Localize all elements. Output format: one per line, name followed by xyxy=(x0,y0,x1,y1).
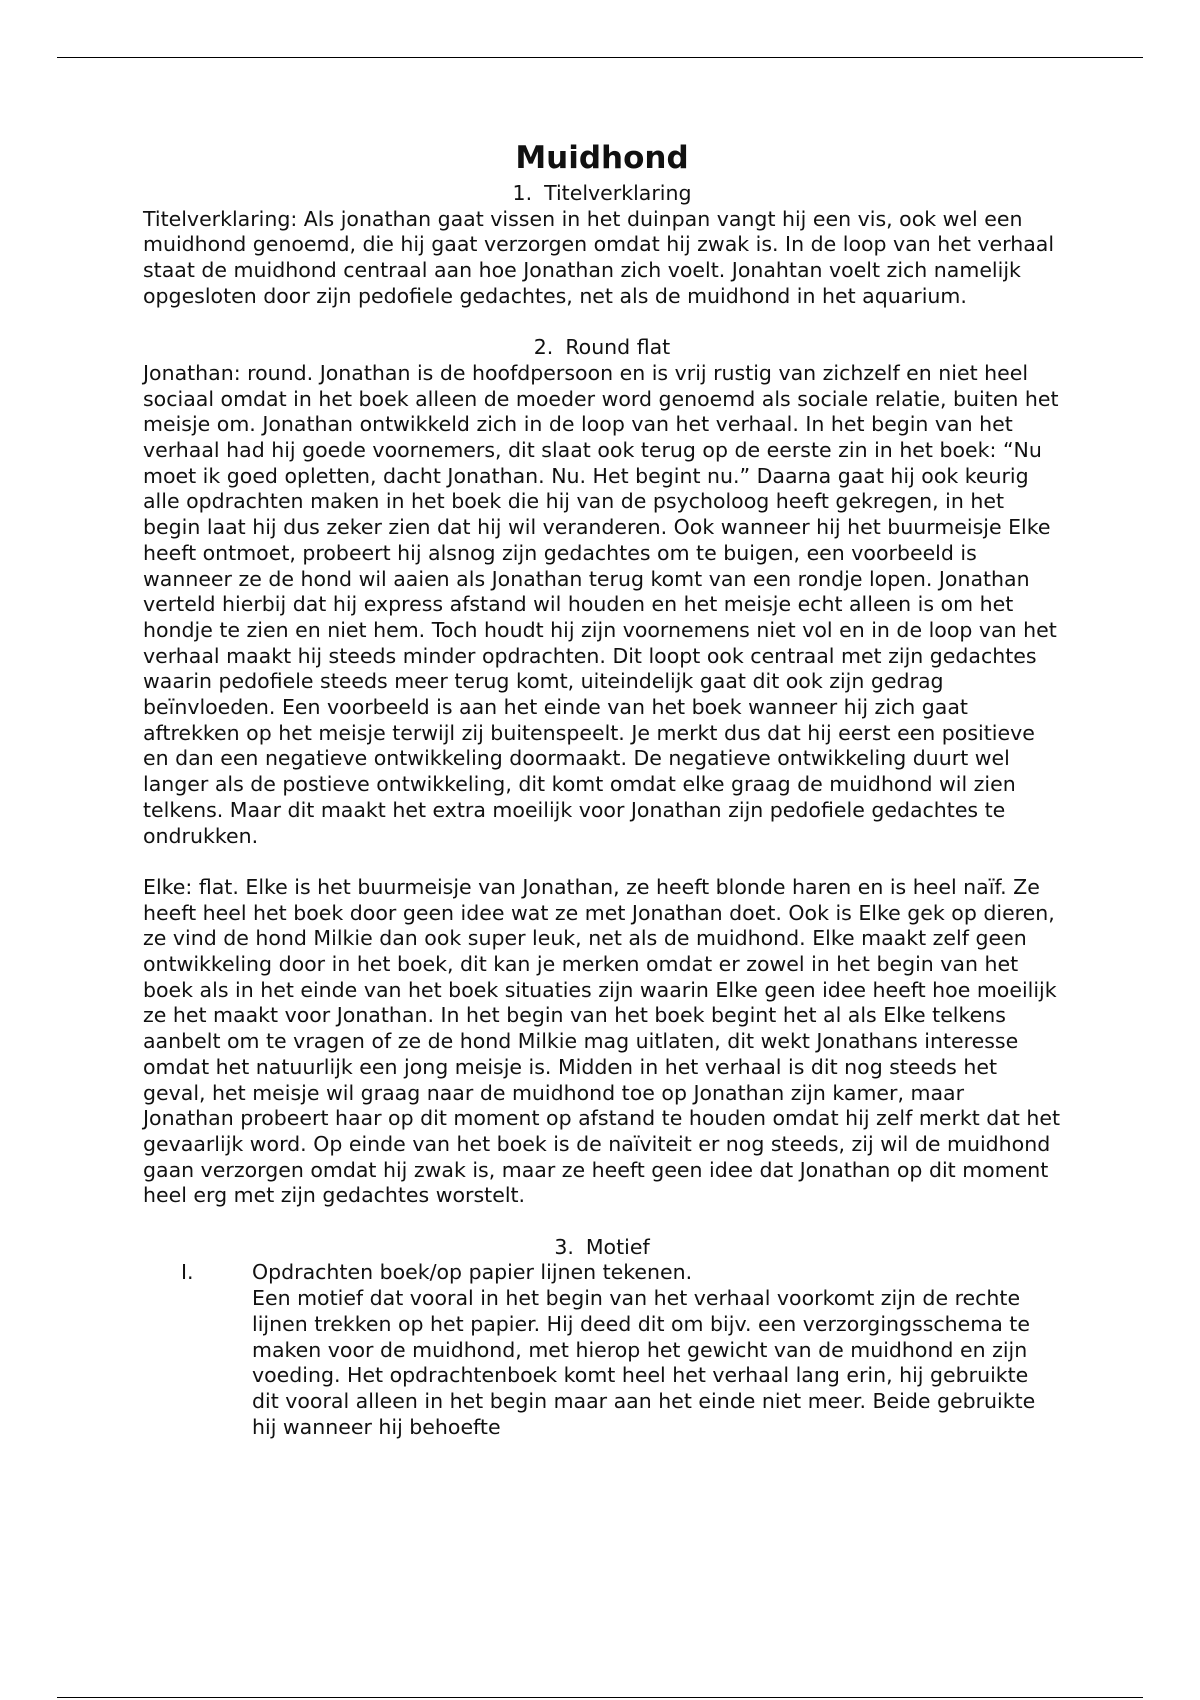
motief-item-text: Een motief dat vooral in het begin van het verhaal voorkomt zijn de rechte lijnen trekken op het papier. Hij deed dit om bijv. een verzorgingsschema te maken voor de muidhond, met hierop het gewicht van de muidhond en zijn voeding. Het opdrachtenboek komt heel het verhaal lang erin, hij gebruikte dit vooral alleen in het begin maar aan het einde niet meer. Beide gebruikte hij wanneer hij behoefte xyxy=(252,1286,1036,1439)
paragraph-elke: Elke: flat. Elke is het buurmeisje van Jonathan, ze heeft blonde haren en is heel naïf. Ze heeft heel het boek door geen idee wat ze met Jonathan doet. Ook is Elke gek op dieren, ze vind de hond Milkie dan ook super leuk, net als de muidhond. Elke maakt zelf geen ontwikkeling door in het boek, dit kan je merken omdat er zowel in het begin van het boek als in het einde van het boek situaties zijn waarin Elke geen idee heeft hoe moeilijk ze het maakt voor Jonathan. In het begin van het boek begint het al als Elke telkens aanbelt om te vragen of ze de hond Milkie mag uitlaten, dit wekt Jonathans interesse omdat het natuurlijk een jong meisje is. Midden in het verhaal is dit nog steeds het geval, het meisje wil graag naar de muidhond toe op Jonathan zijn kamer, maar Jonathan probeert haar op dit moment op afstand te houden omdat hij zelf merkt dat het gevaarlijk word. Op einde van het boek is de naïviteit er nog steeds, zij wil de muidhond gaan verzorgen omdat hij zwak is, maar ze heeft geen idee dat Jonathan op dit moment heel erg met zijn gedachtes worstelt. xyxy=(143,874,1061,1208)
section-heading-titelverklaring xyxy=(143,181,1061,207)
paragraph-gap xyxy=(143,310,1061,336)
roman-numeral-marker: I. xyxy=(181,1260,194,1285)
section-number: 2. xyxy=(533,335,554,360)
paragraph-gap xyxy=(143,1209,1061,1235)
paragraph-gap xyxy=(143,849,1061,875)
section-title: Round flat xyxy=(565,335,671,360)
section-title: Motief xyxy=(585,1234,650,1259)
section-heading-round-flat xyxy=(143,335,1061,361)
section-title: Titelverklaring xyxy=(544,181,692,205)
motief-item-title: Opdrachten boek/op papier lijnen tekenen. xyxy=(252,1260,693,1285)
paragraph-titelverklaring: Titelverklaring: Als jonathan gaat vissen in het duinpan vangt hij een vis, ook wel een muidhond genoemd, die hij gaat verzorgen omdat hij zwak is. In de loop van het verhaal staat de muidhond centraal aan hoe Jonathan zich voelt. Jonahtan voelt zich namelijk opgesloten door zijn pedofiele gedachtes, net als de muidhond in het aquarium. xyxy=(143,206,1055,308)
section-number: 1. xyxy=(512,181,533,205)
paragraph-jonathan: Jonathan: round. Jonathan is de hoofdpersoon en is vrij rustig van zichzelf en niet heel sociaal omdat in het boek alleen de moeder word genoemd als sociale relatie, buiten het meisje om. Jonathan ontwikkeld zich in de loop van het verhaal. In het begin van het verhaal had hij goede voornemers, dit slaat ook terug op de eerste zin in het boek: “Nu moet ik goed opletten, dacht Jonathan. Nu. Het begint nu.” Daarna gaat hij ook keurig alle opdrachten maken in het boek die hij van de psycholoog heeft gekregen, in het begin laat hij dus zeker zien dat hij wil veranderen. Ook wanneer hij het buurmeisje Elke heeft ontmoet, probeert hij alsnog zijn gedachtes om te buigen, een voorbeeld is wanneer ze de hond wil aaien als Jonathan terug komt van een rondje lopen. Jonathan verteld hierbij dat hij express afstand wil houden en het meisje echt alleen is om het hondje te zien en niet hem. Toch houdt hij zijn voornemens niet vol en in de loop van het verhaal maakt hij steeds minder opdrachten. Dit loopt ook centraal met zijn gedachtes waarin pedofiele steeds meer terug komt, uiteindelijk gaat dit ook zijn gedrag beïnvloeden. Een voorbeeld is aan het einde van het boek wanneer hij zich gaat aftrekken op het meisje terwijl zij buitenspeelt. Je merkt dus dat hij eerst een positieve en dan een negatieve ontwikkeling doormaakt. De negatieve ontwikkeling duurt wel langer als de postieve ontwikkeling, dit komt omdat elke graag de muidhond wil zien telkens. Maar dit maakt het extra moeilijk voor Jonathan zijn pedofiele gedachtes te ondrukken. xyxy=(143,360,1059,848)
document-body xyxy=(143,138,1061,1440)
section-number: 3. xyxy=(554,1234,574,1259)
motief-list-item xyxy=(143,1260,1061,1440)
document-title: Muidhond xyxy=(515,140,689,176)
header-rule xyxy=(57,57,1143,58)
footer-rule xyxy=(57,1697,1143,1698)
section-heading-motief xyxy=(143,1235,1061,1261)
